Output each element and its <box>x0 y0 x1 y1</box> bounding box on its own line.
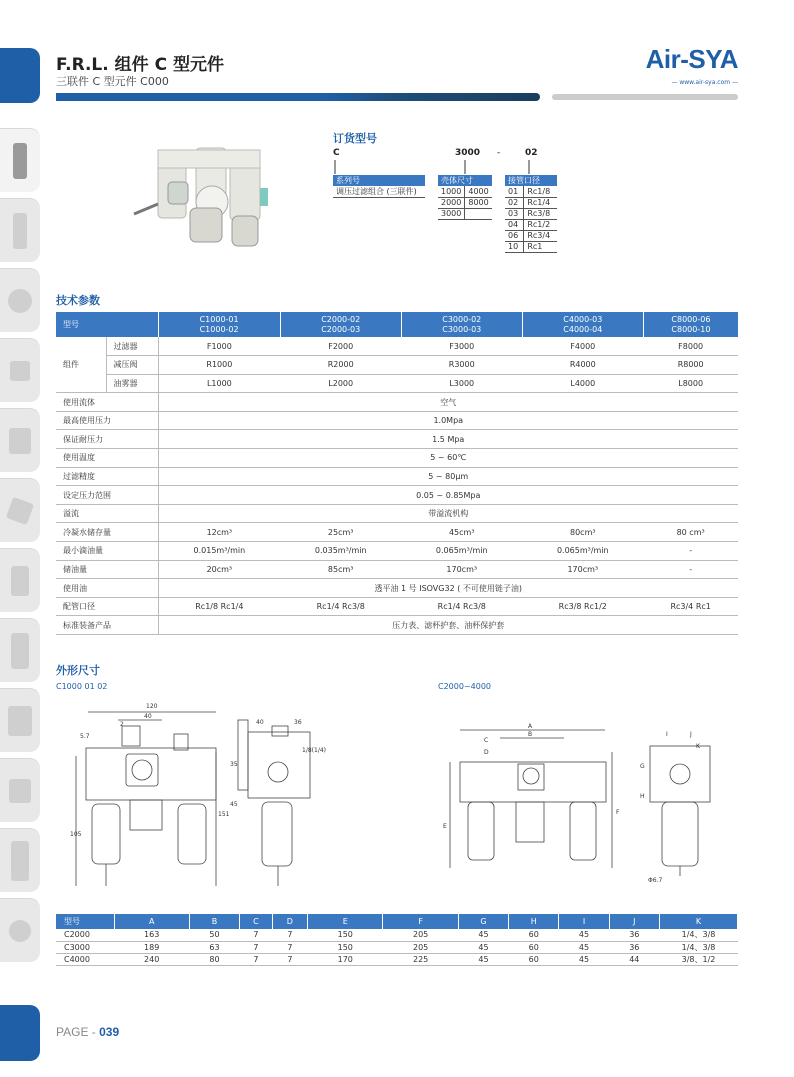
port-cell: Rc3/4 <box>524 230 557 241</box>
dim-label: E <box>443 823 447 830</box>
spec-row-label: 保证耐压力 <box>56 430 158 449</box>
side-tab-filter[interactable] <box>0 198 40 262</box>
dim-label: H <box>640 793 645 800</box>
spec-cell: 170cm³ <box>401 560 522 579</box>
dim-label: 40 <box>144 713 152 720</box>
product-image <box>128 138 278 258</box>
spec-cell: 20cm³ <box>158 560 280 579</box>
brand-url: — www.air-sya.com — <box>671 79 738 86</box>
side-tab-solenoid[interactable] <box>0 408 40 472</box>
port-cell: 06 <box>505 230 524 241</box>
page-subtitle: 三联件 C 型元件 C000 <box>56 75 169 88</box>
actuator-icon <box>11 633 29 669</box>
dim-header: B <box>189 914 239 929</box>
accessory-icon <box>9 920 31 942</box>
dim-header: E <box>308 914 383 929</box>
spec-row-label: 冷凝水储存量 <box>56 523 158 542</box>
dim-label: 2 <box>120 721 124 728</box>
page-tab <box>0 1005 40 1061</box>
component-label: 组件 <box>56 337 106 393</box>
order-connectors <box>330 158 570 176</box>
spec-cell: R8000 <box>643 356 738 375</box>
spec-cell: 0.065m³/min <box>401 542 522 561</box>
spec-header-model: C8000-06 C8000-10 <box>643 312 738 337</box>
spec-cell: 170cm³ <box>522 560 643 579</box>
spec-cell: - <box>643 542 738 561</box>
side-tab-rotary[interactable] <box>0 758 40 822</box>
filter-icon <box>13 213 27 249</box>
spec-row-label: 使用温度 <box>56 449 158 468</box>
spec-cell: 透平油 1 号 ISOVG32 ( 不可使用链子油) <box>158 579 738 598</box>
solenoid-icon <box>9 428 31 454</box>
component-name: 减压阀 <box>106 356 158 375</box>
spec-cell: Rc1/4 Rc3/8 <box>280 597 401 616</box>
dim-label: 40 <box>256 719 264 726</box>
table-row: C4000 240 80 7 7 170 225 45 60 45 44 3/8、1/2 <box>56 953 738 965</box>
size-cell: 4000 <box>465 186 492 197</box>
outline-left-label: C1000 01 02 <box>56 682 108 691</box>
header-bar-gray <box>552 94 738 100</box>
spec-cell: F1000 <box>158 337 280 356</box>
frl-icon <box>13 143 27 179</box>
dim-label: F <box>616 809 620 816</box>
spec-cell: R1000 <box>158 356 280 375</box>
spec-row-label: 储油量 <box>56 560 158 579</box>
side-tab-cylinder[interactable] <box>0 548 40 612</box>
dim-header: J <box>609 914 659 929</box>
order-code-port: 02 <box>525 148 538 158</box>
size-cell: 1000 <box>438 186 465 197</box>
side-tab-fitting[interactable] <box>0 338 40 402</box>
spec-cell: R3000 <box>401 356 522 375</box>
dim-label: Φ6.7 <box>648 877 663 884</box>
spec-row-label: 最小滴油量 <box>56 542 158 561</box>
specs-table <box>56 312 738 635</box>
page-number: PAGE - 039 <box>56 1025 120 1039</box>
spec-cell: Rc1/8 Rc1/4 <box>158 597 280 616</box>
size-cell: 3000 <box>438 208 465 219</box>
outline-right-label: C2000~4000 <box>438 682 492 691</box>
spec-cell: 0.05 ~ 0.85Mpa <box>158 486 738 505</box>
rotary-icon <box>9 779 31 803</box>
spec-header-model: C3000-02 C3000-03 <box>401 312 522 337</box>
spec-cell: 45cm³ <box>401 523 522 542</box>
port-cell: 02 <box>505 197 524 208</box>
spec-cell: 5 ~ 80μm <box>158 467 738 486</box>
spec-cell: - <box>643 560 738 579</box>
spec-row-label: 标准装备产品 <box>56 616 158 635</box>
spec-cell: 1.0Mpa <box>158 411 738 430</box>
side-tab-valve[interactable] <box>0 268 40 332</box>
spec-cell: 1.5 Mpa <box>158 430 738 449</box>
block-icon <box>6 496 34 524</box>
spec-cell: F2000 <box>280 337 401 356</box>
dim-header: D <box>272 914 307 929</box>
spec-header-model: C2000-02 C2000-03 <box>280 312 401 337</box>
spec-header-model: C4000-03 C4000-04 <box>522 312 643 337</box>
spec-cell: 12cm³ <box>158 523 280 542</box>
spec-row-label: 使用流体 <box>56 393 158 412</box>
order-code-size: 3000 <box>455 148 481 158</box>
dim-header: G <box>458 914 508 929</box>
spec-cell: 0.035m³/min <box>280 542 401 561</box>
port-cell: 04 <box>505 219 524 230</box>
spec-cell: F3000 <box>401 337 522 356</box>
spec-cell: 压力表、滤杯护套、油杯保护套 <box>158 616 738 635</box>
outline-title: 外形尺寸 <box>56 664 100 677</box>
fitting-icon <box>10 361 30 381</box>
port-cell: Rc1 <box>524 241 557 252</box>
spec-cell: 5 ~ 60℃ <box>158 449 738 468</box>
spec-cell: L2000 <box>280 374 401 393</box>
order-title: 订货型号 <box>333 132 377 145</box>
spec-cell: F8000 <box>643 337 738 356</box>
spec-cell: R4000 <box>522 356 643 375</box>
series-value: 调压过滤组合 (三联件) <box>333 186 425 198</box>
chapter-tab <box>0 48 40 103</box>
spec-header-model: C1000-01 C1000-02 <box>158 312 280 337</box>
port-cell: 10 <box>505 241 524 252</box>
cylinder-icon <box>11 566 29 596</box>
size-cell: 8000 <box>465 197 492 208</box>
side-tab-gripper[interactable] <box>0 688 40 752</box>
dim-label: 36 <box>294 719 302 726</box>
spec-row-label: 过滤精度 <box>56 467 158 486</box>
port-cell: 01 <box>505 186 524 197</box>
dim-label: C <box>484 737 489 744</box>
side-tab-frl[interactable] <box>0 128 40 192</box>
spec-cell: 85cm³ <box>280 560 401 579</box>
dim-header: A <box>114 914 189 929</box>
spec-cell: L1000 <box>158 374 280 393</box>
dim-header: C <box>240 914 273 929</box>
dim-label: 120 <box>146 703 158 710</box>
valve-icon <box>8 289 32 313</box>
dim-label: G <box>640 763 645 770</box>
dim-label: A <box>528 723 533 730</box>
port-cell: Rc1/2 <box>524 219 557 230</box>
spec-row-label: 最高使用压力 <box>56 411 158 430</box>
order-code-prefix: C <box>333 148 340 158</box>
side-tab-actuator[interactable] <box>0 618 40 682</box>
port-cell: Rc1/8 <box>524 186 557 197</box>
spec-cell: 80cm³ <box>522 523 643 542</box>
spec-row-label: 设定压力范围 <box>56 486 158 505</box>
spec-row-label: 配管口径 <box>56 597 158 616</box>
brand-logo: Air-SYA <box>645 44 738 74</box>
port-cell: Rc3/8 <box>524 208 557 219</box>
port-cell: 03 <box>505 208 524 219</box>
page-title: F.R.L. 组件 C 型元件 <box>56 55 224 75</box>
spec-cell: L4000 <box>522 374 643 393</box>
series-table <box>333 175 425 198</box>
dimension-table <box>56 914 738 966</box>
dim-label: 151 <box>218 811 230 818</box>
spec-cell: 80 cm³ <box>643 523 738 542</box>
side-tab-block[interactable] <box>0 478 40 542</box>
side-tab-accessory[interactable] <box>0 898 40 962</box>
gripper-icon <box>8 706 32 736</box>
spec-cell: Rc3/8 Rc1/2 <box>522 597 643 616</box>
table-row: C3000 189 63 7 7 150 205 45 60 45 36 1/4、3/8 <box>56 941 738 953</box>
drawing-c1000 <box>66 696 336 896</box>
size-header: 壳体尺寸 <box>438 175 492 186</box>
spec-cell: 带溢流机构 <box>158 504 738 523</box>
dim-header: H <box>509 914 559 929</box>
dim-label: I <box>666 731 668 738</box>
dim-header: K <box>660 914 738 929</box>
spec-cell: 空气 <box>158 393 738 412</box>
dim-label: 105 <box>70 831 82 838</box>
header-bar <box>56 93 540 101</box>
dim-label: 45 <box>230 801 238 808</box>
size-cell: 2000 <box>438 197 465 208</box>
dim-header: 型号 <box>56 914 114 929</box>
port-table <box>505 175 557 253</box>
series-header: 系列号 <box>333 175 425 186</box>
spec-cell: 25cm³ <box>280 523 401 542</box>
spec-row-label: 使用油 <box>56 579 158 598</box>
port-cell: Rc1/4 <box>524 197 557 208</box>
drawing-c2000-4000 <box>440 718 730 888</box>
port-header: 接管口径 <box>505 175 557 186</box>
component-name: 油雾器 <box>106 374 158 393</box>
size-table <box>438 175 492 220</box>
spec-cell: L3000 <box>401 374 522 393</box>
side-tab-silencer[interactable] <box>0 828 40 892</box>
specs-title: 技术参数 <box>56 294 100 307</box>
dim-label: K <box>696 743 700 750</box>
spec-cell: 0.015m³/min <box>158 542 280 561</box>
spec-header-label: 型号 <box>56 312 158 337</box>
spec-cell: Rc3/4 Rc1 <box>643 597 738 616</box>
spec-row-label: 溢流 <box>56 504 158 523</box>
dim-header: I <box>559 914 609 929</box>
size-cell <box>465 208 492 219</box>
silencer-icon <box>11 841 29 881</box>
order-code-dash: - <box>497 148 501 158</box>
dim-label: J <box>690 731 692 738</box>
spec-cell: L8000 <box>643 374 738 393</box>
spec-cell: F4000 <box>522 337 643 356</box>
component-name: 过滤器 <box>106 337 158 356</box>
dim-label: 5.7 <box>80 733 90 740</box>
table-row: C2000 163 50 7 7 150 205 45 60 45 36 1/4、3/8 <box>56 929 738 941</box>
dim-header: F <box>383 914 458 929</box>
spec-cell: 0.065m³/min <box>522 542 643 561</box>
spec-cell: Rc1/4 Rc3/8 <box>401 597 522 616</box>
dim-label: 1/8(1/4) <box>302 747 326 754</box>
dim-label: D <box>484 749 489 756</box>
spec-cell: R2000 <box>280 356 401 375</box>
dim-label: 35 <box>230 761 238 768</box>
dim-label: B <box>528 731 533 738</box>
